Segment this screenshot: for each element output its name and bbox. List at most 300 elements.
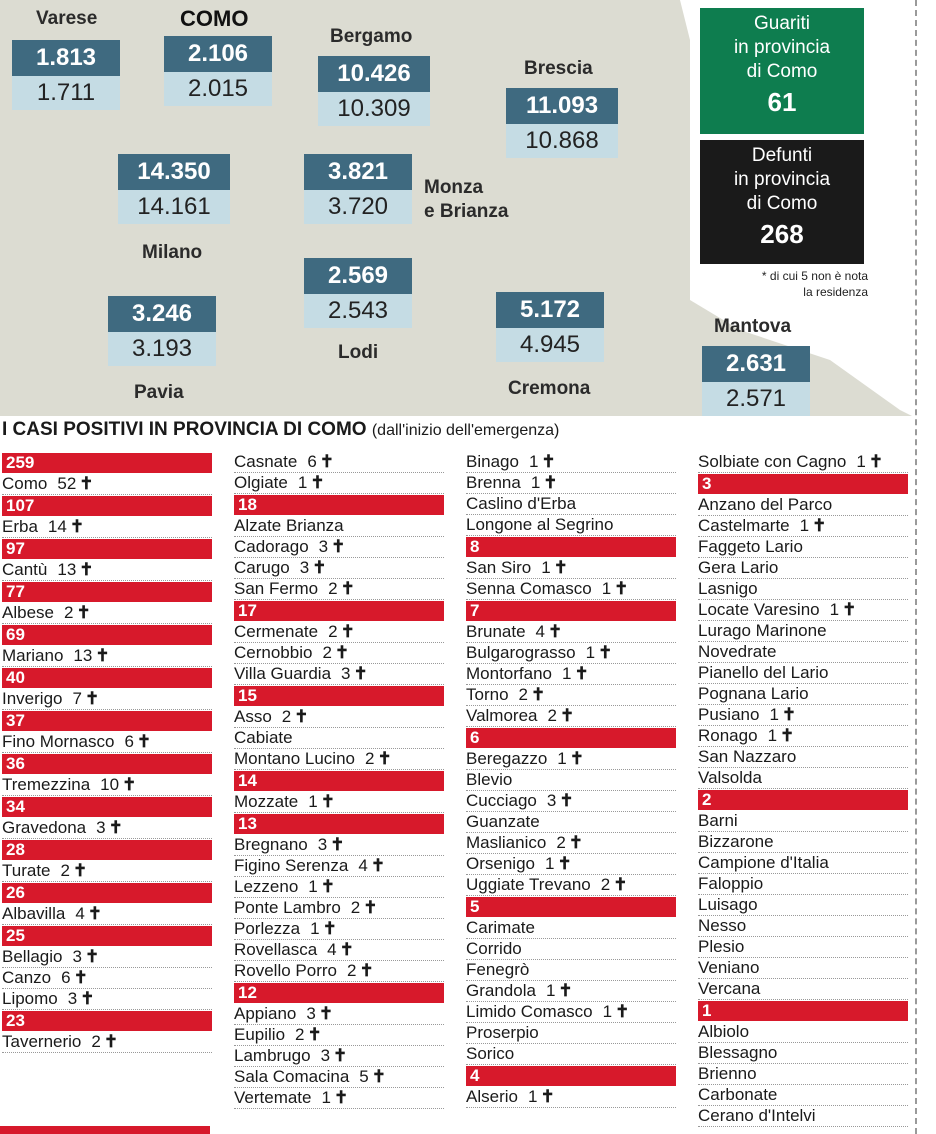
case-count-bar: 4 bbox=[466, 1066, 676, 1086]
town-row bbox=[698, 916, 908, 937]
town-row bbox=[234, 919, 444, 940]
current-count: 2.106 bbox=[164, 36, 272, 72]
town-name: Sorico bbox=[466, 1044, 515, 1063]
town-name: Senna Comasco bbox=[466, 579, 592, 598]
footnote: * di cui 5 non è nota la residenza bbox=[761, 269, 868, 299]
town-row bbox=[466, 770, 676, 791]
town-row bbox=[234, 664, 444, 685]
province-box-pavia bbox=[108, 296, 216, 366]
town-row bbox=[466, 558, 676, 579]
town-row bbox=[698, 642, 908, 663]
case-count-bar: 8 bbox=[466, 537, 676, 557]
town-name: Cerano d'Intelvi bbox=[698, 1106, 816, 1125]
cross-icon: ✝ bbox=[79, 560, 94, 579]
death-count: 6 bbox=[124, 732, 134, 751]
case-count-bar: 5 bbox=[466, 897, 676, 917]
town-row bbox=[698, 537, 908, 558]
town-row bbox=[698, 663, 908, 684]
town-name: Veniano bbox=[698, 958, 760, 977]
cross-icon: ✝ bbox=[842, 600, 857, 619]
cross-icon: ✝ bbox=[370, 856, 386, 875]
town-name: Montano Lucino bbox=[234, 749, 355, 768]
town-row bbox=[466, 812, 676, 833]
town-name: Plesio bbox=[698, 937, 745, 956]
death-count: 1 bbox=[308, 792, 318, 811]
town-row bbox=[234, 1067, 444, 1088]
town-name: Porlezza bbox=[234, 919, 301, 938]
cross-icon: ✝ bbox=[310, 473, 325, 492]
town-row bbox=[234, 877, 444, 898]
province-name-como: COMO bbox=[180, 6, 249, 31]
case-count-bar: 6 bbox=[466, 728, 676, 748]
death-count: 4 bbox=[327, 940, 337, 959]
recovered-count: 61 bbox=[767, 87, 797, 117]
case-count-bar: 77 bbox=[2, 582, 212, 602]
town-name: Cermenate bbox=[234, 622, 319, 641]
case-count-bar: 17 bbox=[234, 601, 444, 621]
town-row bbox=[698, 747, 908, 768]
town-name: Maslianico bbox=[466, 833, 547, 852]
list-column-2 bbox=[234, 452, 444, 1109]
town-name: Bulgarograsso bbox=[466, 643, 576, 662]
town-name: Cabiate bbox=[234, 728, 293, 747]
cross-icon: ✝ bbox=[781, 705, 797, 724]
cross-icon: ✝ bbox=[320, 877, 335, 896]
death-count: 3 bbox=[546, 791, 557, 810]
count-bar-partial bbox=[0, 1126, 210, 1134]
case-count-bar: 14 bbox=[234, 771, 444, 791]
town-name: Uggiate Trevano bbox=[466, 875, 591, 894]
town-row bbox=[234, 749, 444, 770]
town-name: Brienno bbox=[698, 1064, 757, 1083]
death-count: 4 bbox=[535, 622, 546, 641]
town-name: Mozzate bbox=[234, 792, 299, 811]
town-row bbox=[466, 452, 676, 473]
cross-icon: ✝ bbox=[598, 643, 613, 662]
death-count: 2 bbox=[547, 706, 557, 725]
death-count: 1 bbox=[829, 600, 840, 619]
death-count: 2 bbox=[281, 707, 292, 726]
cross-icon: ✝ bbox=[333, 1046, 348, 1065]
death-count: 1 bbox=[321, 1088, 331, 1107]
province-box-cremona bbox=[496, 292, 604, 362]
deceased-count: 268 bbox=[760, 219, 804, 249]
town-row bbox=[234, 516, 444, 537]
town-name: Nesso bbox=[698, 916, 747, 935]
town-name: Proserpio bbox=[466, 1023, 539, 1042]
town-row bbox=[234, 579, 444, 600]
cross-icon: ✝ bbox=[553, 558, 568, 577]
cross-icon: ✝ bbox=[559, 791, 574, 810]
town-name: Valmorea bbox=[466, 706, 538, 725]
list-column-4 bbox=[698, 452, 908, 1127]
town-name: Limido Comasco bbox=[466, 1002, 593, 1021]
previous-count: 2.543 bbox=[304, 294, 412, 328]
case-count-bar: 15 bbox=[234, 686, 444, 706]
death-count: 5 bbox=[359, 1067, 369, 1086]
cross-icon: ✝ bbox=[568, 833, 584, 852]
town-name: Vertemate bbox=[234, 1088, 312, 1107]
town-row bbox=[466, 685, 676, 706]
cross-icon: ✝ bbox=[812, 516, 827, 535]
previous-count: 2.571 bbox=[702, 382, 810, 416]
town-name: Albiolo bbox=[698, 1022, 750, 1041]
case-count-bar: 3 bbox=[698, 474, 908, 494]
town-row bbox=[698, 452, 908, 473]
town-name: Olgiate bbox=[234, 473, 288, 492]
town-name: Casnate bbox=[234, 452, 298, 471]
town-name: Asso bbox=[234, 707, 272, 726]
town-row bbox=[2, 1032, 212, 1053]
town-row bbox=[234, 728, 444, 749]
case-count-bar: 7 bbox=[466, 601, 676, 621]
town-row bbox=[2, 989, 212, 1010]
cross-icon: ✝ bbox=[333, 1088, 349, 1107]
case-count-bar: 2 bbox=[698, 790, 908, 810]
cross-icon: ✝ bbox=[540, 1087, 555, 1106]
town-row bbox=[234, 1088, 444, 1109]
cross-icon: ✝ bbox=[339, 940, 354, 959]
province-box-bergamo bbox=[318, 56, 430, 126]
death-count: 1 bbox=[541, 558, 551, 577]
town-name: Solbiate con Cagno bbox=[698, 452, 847, 471]
town-row bbox=[466, 706, 676, 727]
cross-icon: ✝ bbox=[84, 689, 100, 708]
cross-icon: ✝ bbox=[95, 646, 110, 665]
town-row bbox=[698, 895, 908, 916]
town-row bbox=[698, 579, 908, 600]
town-row bbox=[2, 947, 212, 968]
town-row bbox=[698, 853, 908, 874]
death-count: 2 bbox=[328, 622, 338, 641]
town-name: Valsolda bbox=[698, 768, 762, 787]
town-row bbox=[698, 768, 908, 789]
province-box-brescia bbox=[506, 88, 618, 158]
death-count: 1 bbox=[545, 981, 556, 1000]
cross-icon: ✝ bbox=[330, 835, 345, 854]
death-count: 2 bbox=[347, 961, 357, 980]
town-row bbox=[234, 558, 444, 579]
case-count-bar: 13 bbox=[234, 814, 444, 834]
town-name: Appiano bbox=[234, 1004, 297, 1023]
town-name: Sala Comacina bbox=[234, 1067, 350, 1086]
town-row bbox=[234, 1046, 444, 1067]
town-name: Lipomo bbox=[2, 989, 58, 1008]
province-box-monza bbox=[304, 154, 412, 224]
town-row bbox=[234, 537, 444, 558]
current-count: 2.631 bbox=[702, 346, 810, 382]
town-row bbox=[466, 622, 676, 643]
town-row bbox=[234, 792, 444, 813]
cross-icon: ✝ bbox=[80, 989, 95, 1008]
death-count: 3 bbox=[318, 537, 329, 556]
town-row bbox=[234, 898, 444, 919]
province-box-lodi bbox=[304, 258, 412, 328]
town-row bbox=[698, 1064, 908, 1085]
cross-icon: ✝ bbox=[136, 732, 152, 751]
town-name: Turate bbox=[2, 861, 51, 880]
town-name: San Fermo bbox=[234, 579, 319, 598]
case-count-bar: 259 bbox=[2, 453, 212, 473]
town-name: Caslino d'Erba bbox=[466, 494, 577, 513]
town-name: Bizzarone bbox=[698, 832, 774, 851]
death-count: 10 bbox=[100, 775, 120, 794]
town-name: Gravedona bbox=[2, 818, 87, 837]
cross-icon: ✝ bbox=[320, 792, 335, 811]
cross-icon: ✝ bbox=[531, 685, 546, 704]
death-count: 1 bbox=[601, 579, 612, 598]
town-row bbox=[234, 1004, 444, 1025]
cross-icon: ✝ bbox=[72, 861, 88, 880]
death-count: 13 bbox=[57, 560, 77, 579]
current-count: 10.426 bbox=[318, 56, 430, 92]
town-row bbox=[2, 603, 212, 624]
cross-icon: ✝ bbox=[541, 452, 556, 471]
death-count: 13 bbox=[73, 646, 93, 665]
province-name-brescia: Brescia bbox=[524, 58, 593, 79]
town-name: Rovellasca bbox=[234, 940, 318, 959]
cross-icon: ✝ bbox=[108, 818, 123, 837]
town-name: Tremezzina bbox=[2, 775, 91, 794]
town-row bbox=[466, 1023, 676, 1044]
death-count: 3 bbox=[67, 989, 78, 1008]
province-name-pavia: Pavia bbox=[134, 382, 184, 403]
town-name: Corrido bbox=[466, 939, 522, 958]
death-count: 1 bbox=[528, 452, 539, 471]
death-count: 14 bbox=[47, 517, 67, 536]
cross-icon: ✝ bbox=[322, 919, 337, 938]
cross-icon: ✝ bbox=[76, 603, 91, 622]
town-name: Gera Lario bbox=[698, 558, 779, 577]
death-count: 6 bbox=[61, 968, 71, 987]
town-name: Beregazzo bbox=[466, 749, 548, 768]
cross-icon: ✝ bbox=[318, 1004, 334, 1023]
death-count: 1 bbox=[310, 919, 320, 938]
province-name-varese: Varese bbox=[36, 8, 98, 29]
death-count: 1 bbox=[530, 473, 541, 492]
town-row bbox=[698, 600, 908, 621]
cross-icon: ✝ bbox=[569, 749, 584, 768]
town-row bbox=[698, 726, 908, 747]
town-row bbox=[698, 558, 908, 579]
town-row bbox=[466, 473, 676, 494]
cross-icon: ✝ bbox=[780, 726, 795, 745]
town-name: San Nazzaro bbox=[698, 747, 797, 766]
death-count: 2 bbox=[364, 749, 375, 768]
previous-count: 1.711 bbox=[12, 76, 120, 110]
town-name: Blevio bbox=[466, 770, 513, 789]
case-count-bar: 18 bbox=[234, 495, 444, 515]
cross-icon: ✝ bbox=[558, 981, 573, 1000]
town-name: Blessagno bbox=[698, 1043, 778, 1062]
town-name: Luisago bbox=[698, 895, 758, 914]
cross-icon: ✝ bbox=[613, 875, 628, 894]
town-row bbox=[466, 918, 676, 939]
cross-icon: ✝ bbox=[371, 1067, 386, 1086]
cross-icon: ✝ bbox=[312, 558, 327, 577]
cross-icon: ✝ bbox=[87, 904, 103, 923]
cross-icon: ✝ bbox=[294, 707, 309, 726]
previous-count: 4.945 bbox=[496, 328, 604, 362]
town-row bbox=[234, 707, 444, 728]
case-count-bar: 26 bbox=[2, 883, 212, 903]
town-row bbox=[698, 937, 908, 958]
cross-icon: ✝ bbox=[319, 452, 335, 471]
death-count: 1 bbox=[297, 473, 308, 492]
cross-icon: ✝ bbox=[363, 898, 378, 917]
town-name: Alzate Brianza bbox=[234, 516, 344, 535]
death-count: 1 bbox=[767, 726, 778, 745]
town-name: Villa Guardia bbox=[234, 664, 332, 683]
town-row bbox=[698, 958, 908, 979]
death-count: 1 bbox=[856, 452, 866, 471]
town-name: Mariano bbox=[2, 646, 64, 665]
current-count: 1.813 bbox=[12, 40, 120, 76]
town-row bbox=[234, 622, 444, 643]
province-box-mantova bbox=[702, 346, 810, 416]
cross-icon: ✝ bbox=[122, 775, 137, 794]
town-name: Pianello del Lario bbox=[698, 663, 829, 682]
town-name: Campione d'Italia bbox=[698, 853, 829, 872]
current-count: 11.093 bbox=[506, 88, 618, 124]
province-name-mantova: Mantova bbox=[714, 316, 792, 337]
town-name: Pusiano bbox=[698, 705, 760, 724]
town-name: Vercana bbox=[698, 979, 761, 998]
town-name: Eupilio bbox=[234, 1025, 286, 1044]
town-name: Carimate bbox=[466, 918, 535, 937]
town-row bbox=[466, 939, 676, 960]
town-row bbox=[234, 452, 444, 473]
town-row bbox=[234, 473, 444, 494]
town-row bbox=[698, 495, 908, 516]
death-count: 3 bbox=[320, 1046, 331, 1065]
town-row bbox=[698, 516, 908, 537]
cross-icon: ✝ bbox=[868, 452, 884, 471]
town-name: Ponte Lambro bbox=[234, 898, 341, 917]
cross-icon: ✝ bbox=[331, 537, 346, 556]
town-name: Lambrugo bbox=[234, 1046, 311, 1065]
town-row bbox=[466, 981, 676, 1002]
town-name: Carugo bbox=[234, 558, 290, 577]
town-row bbox=[234, 643, 444, 664]
death-count: 2 bbox=[518, 685, 528, 704]
lombardy-map bbox=[0, 0, 912, 416]
town-name: Barni bbox=[698, 811, 738, 830]
province-name-milano: Milano bbox=[142, 242, 203, 263]
death-count: 1 bbox=[557, 749, 567, 768]
town-name: Bregnano bbox=[234, 835, 308, 854]
town-row bbox=[698, 811, 908, 832]
town-name: Cucciago bbox=[466, 791, 537, 810]
town-name: Erba bbox=[2, 517, 38, 536]
previous-count: 2.015 bbox=[164, 72, 272, 106]
case-count-bar: 23 bbox=[2, 1011, 212, 1031]
town-name: Guanzate bbox=[466, 812, 540, 831]
town-name: Lezzeno bbox=[234, 877, 299, 896]
town-name: Rovello Porro bbox=[234, 961, 337, 980]
case-count-bar: 12 bbox=[234, 983, 444, 1003]
cross-icon: ✝ bbox=[340, 622, 355, 641]
previous-count: 10.868 bbox=[506, 124, 618, 158]
case-count-bar: 69 bbox=[2, 625, 212, 645]
town-row bbox=[234, 961, 444, 982]
town-name: Brenna bbox=[466, 473, 521, 492]
cross-icon: ✝ bbox=[614, 579, 629, 598]
death-count: 2 bbox=[60, 861, 70, 880]
town-row bbox=[2, 689, 212, 710]
town-row bbox=[466, 643, 676, 664]
case-count-bar: 25 bbox=[2, 926, 212, 946]
town-row bbox=[466, 494, 676, 515]
town-row bbox=[466, 749, 676, 770]
town-row bbox=[466, 1044, 676, 1065]
death-count: 1 bbox=[602, 1002, 613, 1021]
case-count-bar: 107 bbox=[2, 496, 212, 516]
town-name: Cantù bbox=[2, 560, 48, 579]
province-name-monza: Monza e Brianza bbox=[424, 177, 509, 222]
town-name: Castelmarte bbox=[698, 516, 790, 535]
province-name-cremona: Cremona bbox=[508, 378, 591, 399]
death-count: 1 bbox=[769, 705, 779, 724]
cross-icon: ✝ bbox=[307, 1025, 322, 1044]
cross-icon: ✝ bbox=[543, 473, 558, 492]
town-name: Ronago bbox=[698, 726, 758, 745]
recovered-box: Guariti in provincia di Como 61 bbox=[700, 8, 864, 134]
case-count-bar: 34 bbox=[2, 797, 212, 817]
death-count: 1 bbox=[544, 854, 555, 873]
town-row bbox=[466, 579, 676, 600]
province-name-lodi: Lodi bbox=[338, 342, 379, 363]
town-row bbox=[466, 833, 676, 854]
current-count: 5.172 bbox=[496, 292, 604, 328]
cross-icon: ✝ bbox=[84, 947, 100, 966]
cross-icon: ✝ bbox=[79, 474, 94, 493]
cross-icon: ✝ bbox=[574, 664, 589, 683]
province-box-como bbox=[164, 36, 272, 106]
town-name: Longone al Segrino bbox=[466, 515, 614, 534]
town-row bbox=[466, 515, 676, 536]
death-count: 3 bbox=[72, 947, 82, 966]
town-name: Faloppio bbox=[698, 874, 764, 893]
death-count: 3 bbox=[341, 664, 351, 683]
current-count: 2.569 bbox=[304, 258, 412, 294]
town-name: Bellagio bbox=[2, 947, 63, 966]
town-row bbox=[2, 904, 212, 925]
case-count-bar: 28 bbox=[2, 840, 212, 860]
town-row bbox=[698, 621, 908, 642]
province-name-bergamo: Bergamo bbox=[330, 26, 413, 47]
death-count: 2 bbox=[322, 643, 332, 662]
town-row bbox=[2, 968, 212, 989]
town-name: Lasnigo bbox=[698, 579, 758, 598]
province-box-milano bbox=[118, 154, 230, 224]
current-count: 3.821 bbox=[304, 154, 412, 190]
cross-icon: ✝ bbox=[69, 517, 85, 536]
town-row bbox=[2, 732, 212, 753]
town-row bbox=[698, 979, 908, 1000]
case-count-bar: 37 bbox=[2, 711, 212, 731]
death-count: 6 bbox=[307, 452, 317, 471]
case-count-bar: 1 bbox=[698, 1001, 908, 1021]
town-row bbox=[698, 684, 908, 705]
page-border bbox=[915, 0, 917, 1134]
town-row bbox=[2, 646, 212, 667]
town-row bbox=[2, 775, 212, 796]
town-row bbox=[466, 1087, 676, 1108]
town-row bbox=[234, 1025, 444, 1046]
cross-icon: ✝ bbox=[557, 854, 572, 873]
town-name: Montorfano bbox=[466, 664, 552, 683]
